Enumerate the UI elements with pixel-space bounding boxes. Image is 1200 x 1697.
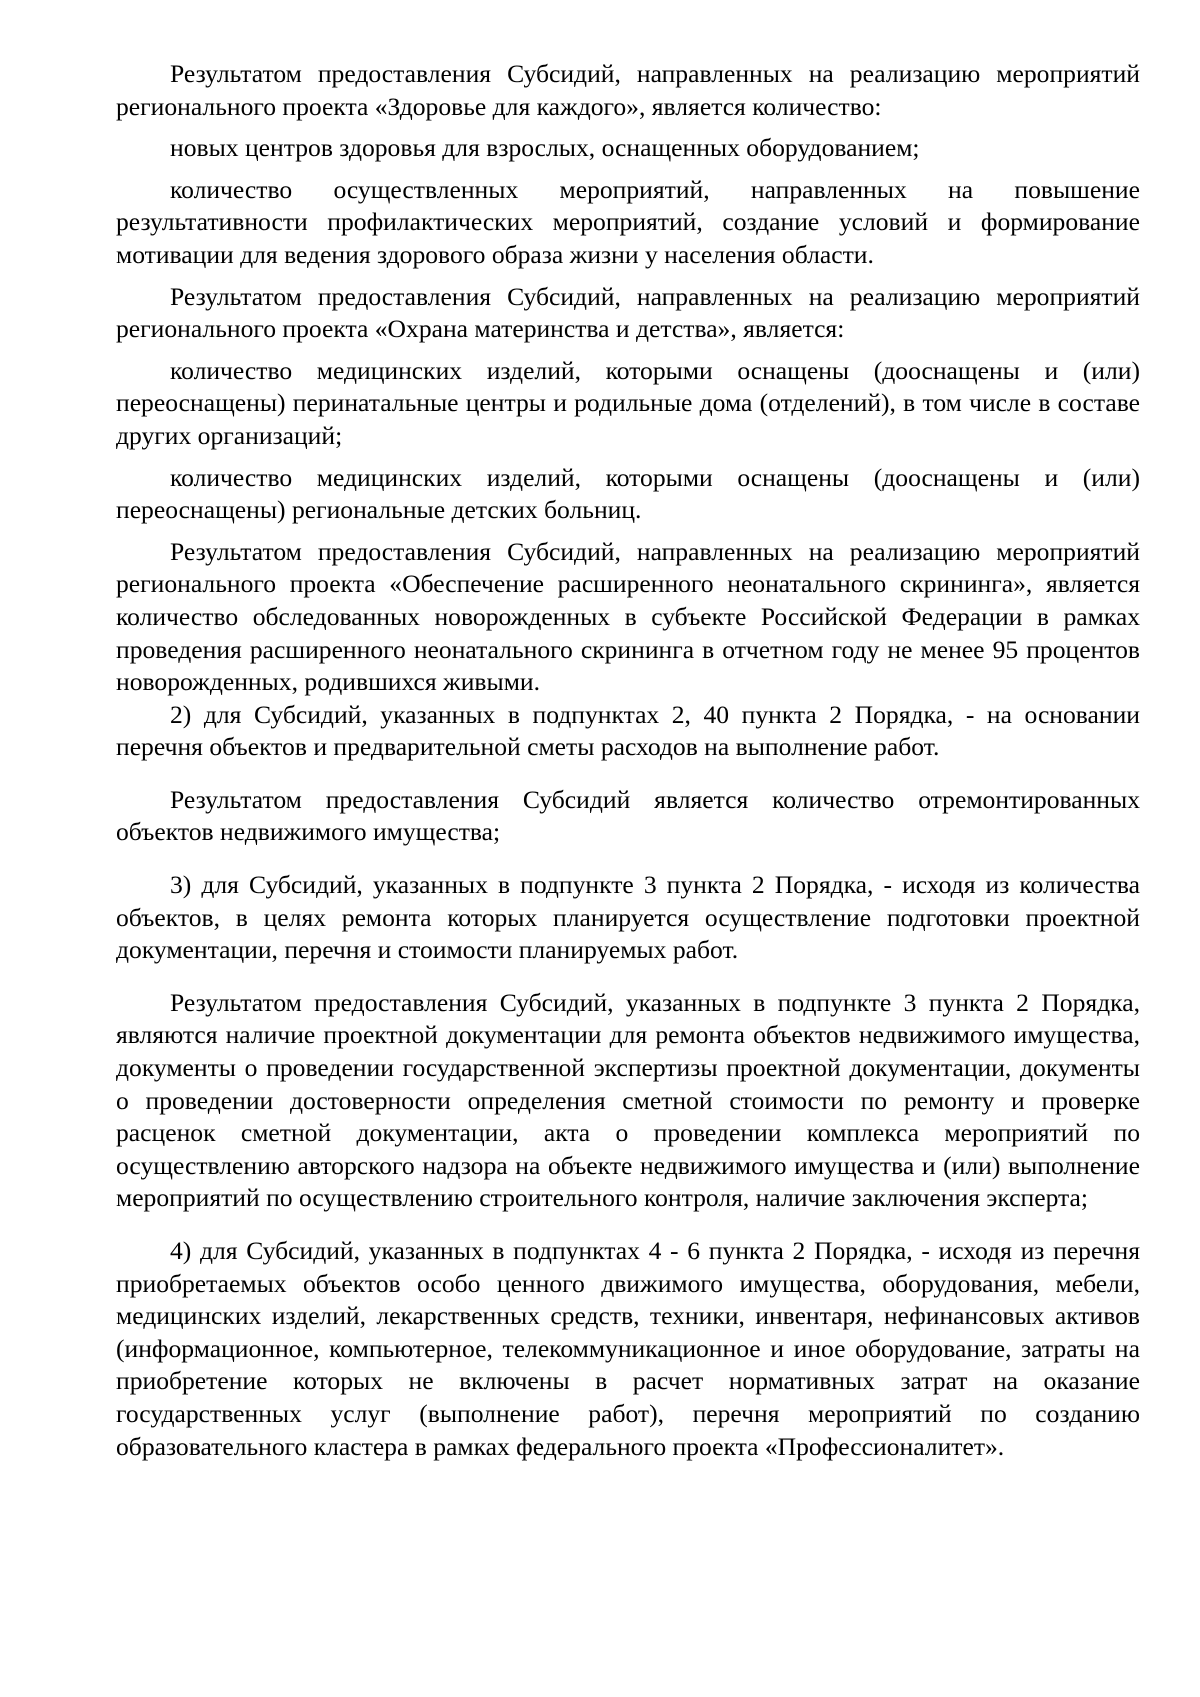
paragraph-neonatal-screening: Результатом предоставления Субсидий, направленных на реализацию мероприятий регионального проекта «Обеспечение расширенного неонатального скрининга», является количество обследованных новорожденных в субъекте Российской Федерации в рамках проведения расширенного неонатального скрининга в отчетном году не менее 95 процентов новорожденных, родившихся живыми. (116, 536, 1140, 697)
paragraph-maternity-result: Результатом предоставления Субсидий, направленных на реализацию мероприятий регионального проекта «Охрана материнства и детства», является: (116, 281, 1140, 344)
paragraph-health-result: Результатом предоставления Субсидий, направленных на реализацию мероприятий регионального проекта «Здоровье для каждого», является количество: (116, 59, 1140, 121)
paragraph-perinatal-equipment: количество медицинских изделий, которыми оснащены (дооснащены и (или) переоснащены) перинатальные центры и родильные дома (отделений), в том числе в составе других организаций; (116, 355, 1140, 450)
paragraph-repair-result: Результатом предоставления Субсидий является количество отремонтированных объектов недвижимого имущества; (116, 784, 1140, 847)
paragraph-health-centers: новых центров здоровья для взрослых, оснащенных оборудованием; (170, 133, 920, 163)
paragraph-children-hospitals: количество медицинских изделий, которыми оснащены (дооснащены и (или) переоснащены) региональные детских больниц. (116, 462, 1140, 525)
paragraph-item-2: 2) для Субсидий, указанных в подпунктах 2, 40 пункта 2 Порядка, - на основании перечня объектов и предварительной сметы расходов на выполнение работ. (116, 699, 1140, 762)
paragraph-project-docs-result: Результатом предоставления Субсидий, указанных в подпункте 3 пункта 2 Порядка, являются наличие проектной документации для ремонта объектов недвижимого имущества, документы о проведении государственной экспертизы проектной документации, документы о проведении достоверности определения сметной стоимости по ремонту и проверке расценок сметной документации, акта о проведении комплекса мероприятий по осуществлению авторского надзора на объекте недвижимого имущества и (или) выполнение мероприятий по осуществлению строительного контроля, наличие заключения эксперта; (116, 987, 1140, 1213)
paragraph-item-3: 3) для Субсидий, указанных в подпункте 3 пункта 2 Порядка, - исходя из количества объектов, в целях ремонта которых планируется осуществление подготовки проектной документации, перечня и стоимости планируемых работ. (116, 870, 1140, 965)
paragraph-health-activities: количество осуществленных мероприятий, направленных на повышение результативности профилактических мероприятий, создание условий и формирование мотивации для ведения здорового образа жизни у населения области. (116, 174, 1140, 269)
paragraph-item-4: 4) для Субсидий, указанных в подпунктах 4 - 6 пункта 2 Порядка, - исходя из перечня приобретаемых объектов особо ценного движимого имущества, оборудования, мебели, медицинских изделий, лекарственных средств, техники, инвентаря, нефинансовых активов (информационное, компьютерное, телекоммуникационное и иное оборудование, затраты на приобретение которых не включены в расчет нормативных затрат на оказание государственных услуг (выполнение работ), перечня мероприятий по созданию образовательного кластера в рамках федерального проекта «Профессионалитет». (116, 1236, 1140, 1461)
document-body (116, 58, 1140, 1463)
